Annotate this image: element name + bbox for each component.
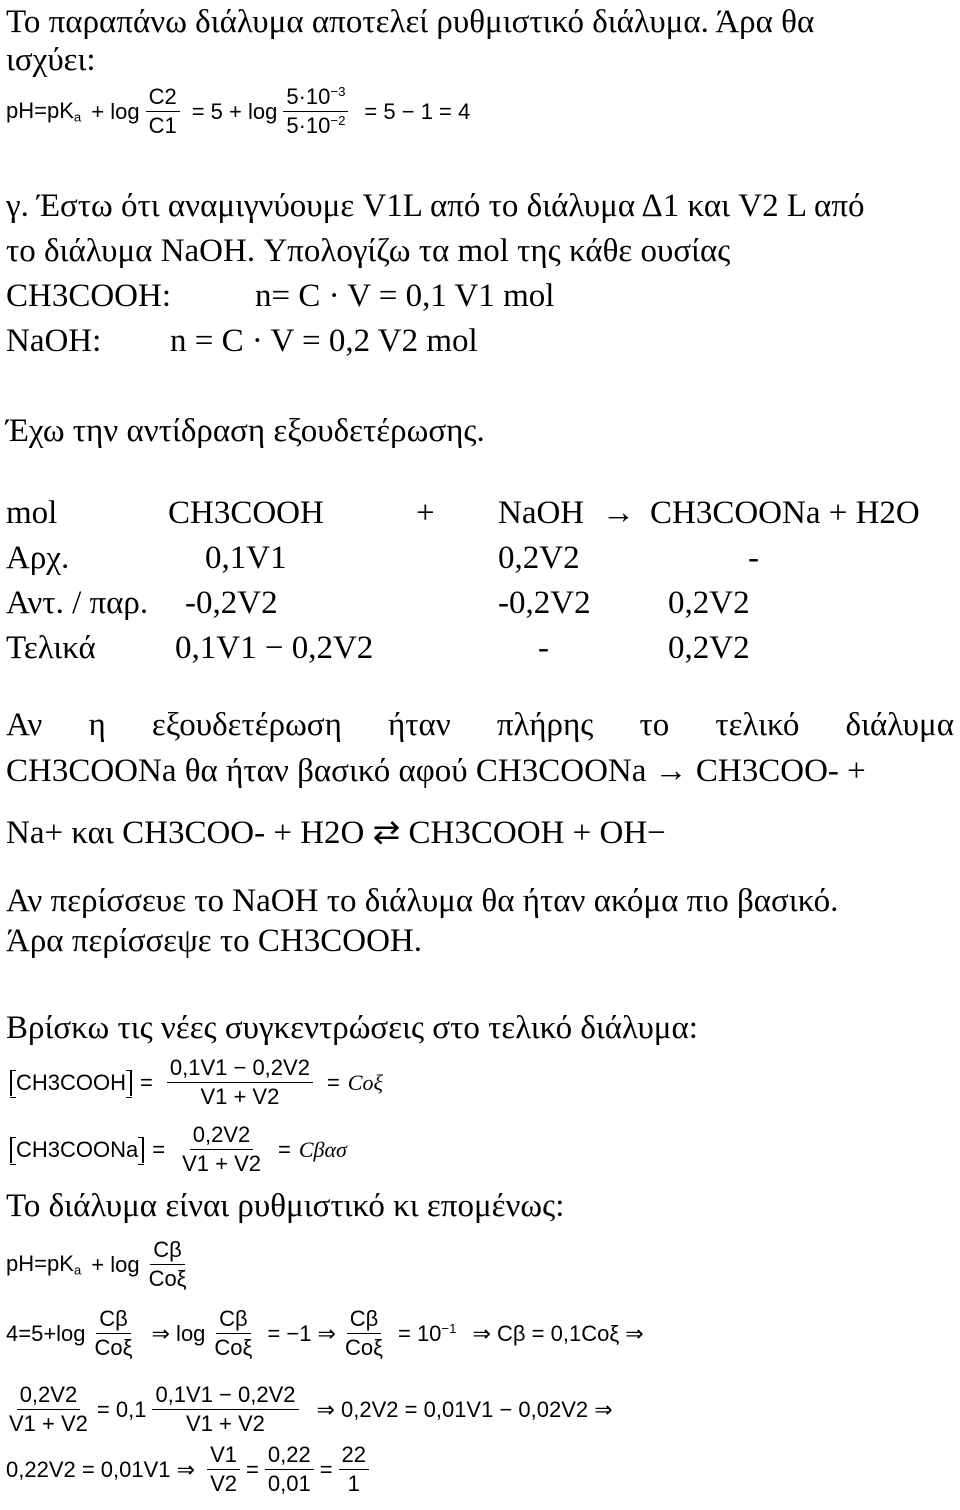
table-header-products: CH3COONa + H2O — [650, 495, 920, 531]
row-react-label: Αντ. / παρ. — [6, 585, 149, 621]
discussion-line-2: CH3COONa θα ήταν βασικό αφού CH3COONa → CH3COO- + — [6, 753, 866, 789]
eq-fraction-c2-c1: $\frac{C2}{C1}$ — [146, 84, 180, 139]
discussion-line-4: Αν περίσσευε το NaOH το διάλυμα θα ήταν ακόμα πιο βασικό. — [6, 883, 839, 919]
henderson-equation-1 — [6, 84, 470, 139]
acid-bracket: CH3COOH — [10, 1070, 132, 1096]
discussion-line-1: Αν η εξουδετέρωση ήταν πλήρης το τελικό διάλυμα — [6, 707, 954, 743]
row-react-products: 0,2V2 — [668, 585, 750, 621]
base-label: NaOH: — [6, 323, 102, 359]
eq-result: = 5 − 1 = 4 — [364, 98, 471, 124]
row-final-label: Τελικά — [6, 630, 96, 666]
eq-fraction-concentrations: $\frac{5\cdot 10^{-3}}{5\cdot 10^{-2}}$ — [283, 84, 348, 139]
acid-concentration-equation: CH3COOH = $\frac{0,1V1 - 0,2V2}{V1 + V2}$ = Cοξ — [10, 1055, 383, 1110]
base-moles: n = C · V = 0,2 V2 mol — [170, 323, 478, 359]
table-header-arrow: → — [602, 495, 635, 531]
discussion-line-5: Άρα περίσσεψε το CH3COOH. — [6, 923, 423, 959]
eq-equals-5: = 5 + log — [191, 98, 278, 124]
salt-bracket: CH3COONa — [10, 1137, 144, 1163]
part-c-line-2: το διάλυμα NaOH. Υπολογίζω τα mol της κάθε ουσίας — [6, 233, 731, 269]
row-final-base: - — [538, 630, 549, 666]
acid-moles: n= C · V = 0,1 V1 mol — [255, 278, 555, 314]
henderson-equation-2: $pH=pK_a$ + log $\frac{C\beta}{\text{Coξ}}$ — [6, 1237, 196, 1292]
row-react-base: -0,2V2 — [498, 585, 591, 621]
part-c-line-1: γ. Έστω ότι αναμιγνύουμε V1L από το διάλυμα Δ1 και V2 L από — [6, 188, 865, 224]
hh-fraction: $\frac{C\beta}{\text{Coξ}}$ — [148, 1237, 187, 1291]
row-final-products: 0,2V2 — [668, 630, 750, 666]
salt-symbol: Cβασ — [298, 1136, 347, 1162]
calculation-line-2: $\frac{0,2V2}{V1 + V2}$ = 0,1 $\frac{0,1V1 - 0,2V2}{V1 + V2}$ ⇒ 0,2V2 = 0,01V1 − 0,02V2 ⇒ — [9, 1382, 613, 1436]
row-react-acid: -0,2V2 — [185, 585, 278, 621]
salt-fraction: $\frac{0,2V2}{V1 + V2}$ — [182, 1122, 261, 1176]
eq-lhs: $pH=pK_a$ — [6, 98, 82, 125]
calculation-line-1: 4=5+log $\frac{C\beta}{\text{Coξ}}$ ⇒ log $\frac{C\beta}{\text{Coξ}}$ = −1 ⇒ $\frac{C\beta}{\text{Coξ}}$ = $10^{-1}$ ⇒ Cβ = 0,1Cοξ ⇒ — [6, 1306, 644, 1360]
salt-concentration-equation: CH3COONa = $\frac{0,2V2}{V1 + V2}$ = Cβασ — [10, 1122, 347, 1177]
intro-line-1: Το παραπάνω διάλυμα αποτελεί ρυθμιστικό διάλυμα. Άρα θα — [6, 4, 815, 40]
reaction-intro: Έχω την αντίδραση εξουδετέρωσης. — [6, 413, 485, 449]
row-start-label: Αρχ. — [6, 540, 70, 576]
discussion-line-3: Na+ και CH3COO- + H2O ⇄ CH3COOH + OH− — [6, 815, 666, 851]
row-start-base: 0,2V2 — [498, 540, 580, 576]
row-start-acid: 0,1V1 — [205, 540, 287, 576]
calculation-line-3: 0,22V2 = 0,01V1 ⇒ $\frac{V1}{V2}$ = $\frac{0,22}{0,01}$ = $\frac{22}{1}$ — [6, 1442, 375, 1497]
table-header-acid: CH3COOH — [168, 495, 324, 531]
buffer-intro: Το διάλυμα είναι ρυθμιστικό κι επομένως: — [6, 1188, 565, 1224]
eq-plus-log: + log — [91, 98, 140, 124]
concentrations-intro: Βρίσκω τις νέες συγκεντρώσεις στο τελικό διάλυμα: — [6, 1010, 698, 1046]
row-final-acid: 0,1V1 − 0,2V2 — [175, 630, 374, 666]
table-header-plus: + — [416, 495, 435, 531]
row-start-products: - — [748, 540, 759, 576]
acid-fraction: $\frac{0,1V1 - 0,2V2}{V1 + V2}$ — [167, 1055, 313, 1110]
table-header-base: NaOH — [498, 495, 585, 531]
table-header-mol: mol — [6, 495, 58, 531]
intro-line-2: ισχύει: — [6, 42, 96, 78]
acid-symbol: Cοξ — [347, 1069, 383, 1095]
acid-label: CH3COOH: — [6, 278, 172, 314]
